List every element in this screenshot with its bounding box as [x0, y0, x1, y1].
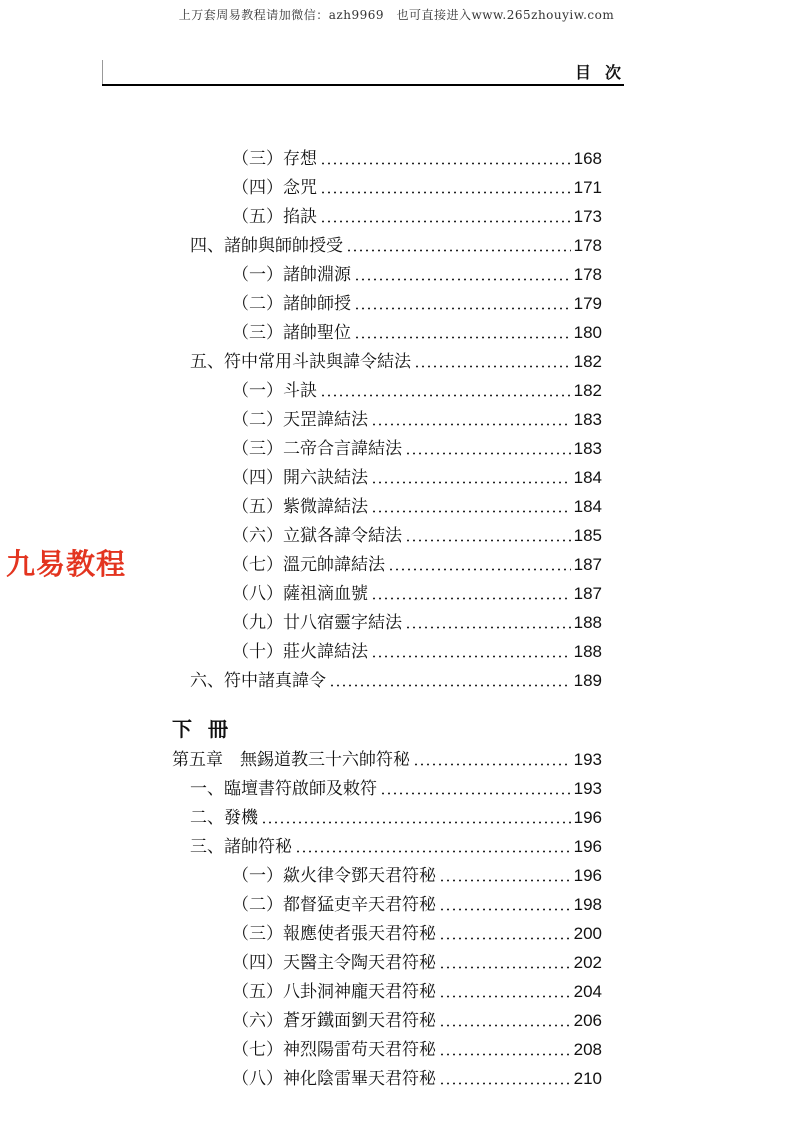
toc-entry [190, 233, 602, 257]
toc-entry [232, 1008, 602, 1032]
toc-entry-page: 188 [573, 613, 602, 632]
toc-entry-page: 200 [573, 924, 602, 943]
toc-entry-page: 182 [573, 352, 602, 371]
toc-entry-label: （十）莊火諱結法 [232, 642, 368, 662]
toc-entry-page: 196 [573, 837, 602, 856]
toc-entry-label: （五）掐訣 [232, 207, 317, 227]
toc-entry-label: （三）報應使者張天君符秘 [232, 924, 436, 944]
toc-entry-label: （二）都督猛吏辛天君符秘 [232, 895, 436, 915]
toc-entry-page: 182 [573, 381, 602, 400]
toc-entry [232, 552, 602, 576]
toc-entry-page: 178 [573, 265, 602, 284]
toc-entry-page: 189 [573, 671, 602, 690]
toc-entry-page: 187 [573, 584, 602, 603]
toc-entry-label: 五、符中常用斗訣與諱令結法 [190, 352, 411, 372]
dot-leader [261, 821, 571, 824]
dot-leader [439, 1024, 571, 1027]
dot-leader [320, 220, 571, 223]
toc-entry [232, 950, 602, 974]
toc-entry-page: 198 [573, 895, 602, 914]
dot-leader [354, 307, 571, 310]
dot-leader [295, 850, 571, 853]
toc-entry-label: （三）存想 [232, 149, 317, 169]
toc-entry [232, 146, 602, 170]
toc-entry [190, 776, 602, 800]
toc-entry-page: 171 [573, 178, 602, 197]
dot-leader [320, 394, 571, 397]
dot-leader [439, 908, 571, 911]
toc-entry-page: 187 [573, 555, 602, 574]
toc-entry-label: （四）開六訣結法 [232, 468, 368, 488]
toc-entry-page: 179 [573, 294, 602, 313]
dot-leader [439, 1053, 571, 1056]
dot-leader [320, 191, 571, 194]
toc-entry-label: 一、臨壇書符啟師及敕符 [190, 779, 377, 799]
toc-entry [232, 581, 602, 605]
dot-leader [439, 966, 571, 969]
toc-entry [232, 639, 602, 663]
dot-leader [439, 879, 571, 882]
toc-entry [190, 668, 602, 692]
toc-entry-page: 168 [573, 149, 602, 168]
toc-entry [232, 921, 602, 945]
toc-entry-label: （九）廿八宿靈字結法 [232, 613, 402, 633]
toc-entry-label: 六、符中諸真諱令 [190, 671, 326, 691]
dot-leader [371, 481, 571, 484]
toc-entry-page: 204 [573, 982, 602, 1001]
dot-leader [329, 684, 571, 687]
toc-entry-label: （二）諸帥師授 [232, 294, 351, 314]
toc-entry-page: 180 [573, 323, 602, 342]
toc-entry-label: （八）薩祖滴血號 [232, 584, 368, 604]
toc-entry [232, 494, 602, 518]
toc-entry-label: 二、發機 [190, 808, 258, 828]
toc-entry [232, 407, 602, 431]
toc-entry [232, 291, 602, 315]
dot-leader [371, 510, 571, 513]
toc-entry [232, 979, 602, 1003]
toc-entry-label: （八）神化陰雷畢天君符秘 [232, 1069, 436, 1089]
dot-leader [371, 597, 571, 600]
top-banner: 上万套周易教程请加微信：azh9969 也可直接进入www.265zhouyiw.com [178, 8, 615, 22]
toc-entry [232, 1037, 602, 1061]
toc-entry [232, 523, 602, 547]
toc-entry-page: 193 [573, 750, 602, 769]
toc-entry-label: （六）蒼牙鐵面劉天君符秘 [232, 1011, 436, 1031]
toc-entry [232, 320, 602, 344]
dot-leader [371, 423, 571, 426]
toc-entry-page: 196 [573, 808, 602, 827]
dot-leader [380, 792, 571, 795]
toc-entry-page: 208 [573, 1040, 602, 1059]
dot-leader [354, 336, 571, 339]
dot-leader [388, 568, 571, 571]
toc-entry-label: （一）斗訣 [232, 381, 317, 401]
toc-entry [232, 378, 602, 402]
toc-entry [190, 834, 602, 858]
toc-entry-page: 184 [573, 468, 602, 487]
toc-entry-page: 178 [573, 236, 602, 255]
toc-entry-label: 三、諸帥符秘 [190, 837, 292, 857]
toc-entry-page: 183 [573, 439, 602, 458]
toc-entry [232, 863, 602, 887]
toc-entry-label: （五）八卦洞神龐天君符秘 [232, 982, 436, 1002]
toc-entry-label: （三）二帝合言諱結法 [232, 439, 402, 459]
toc-entry-page: 173 [573, 207, 602, 226]
dot-leader [405, 626, 571, 629]
toc-entry [232, 892, 602, 916]
toc-entry-label: （四）念咒 [232, 178, 317, 198]
toc-entry-page: 196 [573, 866, 602, 885]
toc-entry-label: （七）溫元帥諱結法 [232, 555, 385, 575]
dot-leader [439, 937, 571, 940]
dot-leader [413, 763, 571, 766]
toc-entry-label: （一）歘火律令鄧天君符秘 [232, 866, 436, 886]
toc-entry-label: 四、諸帥與師帥授受 [190, 236, 343, 256]
dot-leader [405, 539, 571, 542]
toc-entry [232, 262, 602, 286]
watermark-logo: 九易教程 [6, 547, 127, 581]
dot-leader [405, 452, 571, 455]
toc-entry-page: 188 [573, 642, 602, 661]
toc-entry-label: （七）神烈陽雷苟天君符秘 [232, 1040, 436, 1060]
toc-entry [190, 805, 602, 829]
toc-entry-page: 184 [573, 497, 602, 516]
toc-entry-page: 193 [573, 779, 602, 798]
toc-entry-label: （二）天罡諱結法 [232, 410, 368, 430]
toc-entry-page: 185 [573, 526, 602, 545]
section-title: 下冊 [172, 717, 244, 741]
toc-entry-label: 第五章 無錫道教三十六帥符秘 [172, 750, 410, 770]
dot-leader [439, 1082, 571, 1085]
toc-entry [232, 1066, 602, 1090]
dot-leader [346, 249, 571, 252]
toc-entry [172, 747, 602, 771]
toc-entry-label: （三）諸帥聖位 [232, 323, 351, 343]
toc-entry [232, 465, 602, 489]
toc-entry [232, 610, 602, 634]
toc-entry-label: （六）立獄各諱令結法 [232, 526, 402, 546]
toc-entry [232, 436, 602, 460]
toc-entry-page: 206 [573, 1011, 602, 1030]
toc-entry-label: （四）天醫主令陶天君符秘 [232, 953, 436, 973]
dot-leader [371, 655, 571, 658]
dot-leader [354, 278, 571, 281]
toc-entry-page: 210 [573, 1069, 602, 1088]
toc-entry [232, 204, 602, 228]
running-head: 目次 [575, 63, 636, 82]
toc-entry-page: 202 [573, 953, 602, 972]
toc-entry-label: （五）紫微諱結法 [232, 497, 368, 517]
toc-entry-label: （一）諸帥淵源 [232, 265, 351, 285]
toc-entry-page: 183 [573, 410, 602, 429]
dot-leader [320, 162, 571, 165]
dot-leader [414, 365, 571, 368]
toc-entry [190, 349, 602, 373]
dot-leader [439, 995, 571, 998]
toc-entry [232, 175, 602, 199]
